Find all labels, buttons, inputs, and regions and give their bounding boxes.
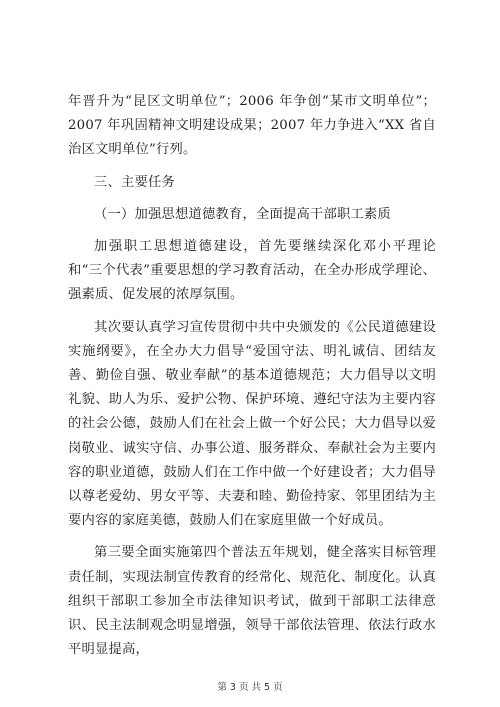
paragraph-theory-study: 加强职工思想道德建设，首先要继续深化邓小平理论和“三个代表”重要思想的学习教育活动，在全办形成学理论、强素质、促发展的浓厚氛围。 (68, 239, 436, 303)
section-heading: 三、主要任务 (94, 174, 175, 190)
paragraph-continuation: 年晋升为“昆区文明单位”；2006 年争创“某市文明单位”；2007 年巩固精神文明建设成果；2007 年力争进入“XX 省自治区文明单位”行列。 (68, 94, 436, 158)
document-body (68, 90, 436, 662)
paragraph-legal-education: 第三要全面实施第四个普法五年规划，健全落实目标管理责任制，实现法制宣传教育的经常化、规范化、制度化。认真组织干部职工参加全市法律知识考试，做到干部职工法律意识、民主法制观念明显增强，领导干部依法管理、依法行政水平明显提高， (68, 545, 436, 658)
page-number-footer: 第 3 页 共 5 页 (217, 682, 283, 693)
subsection-heading: （一）加强思想道德教育，全面提高干部职工素质 (94, 206, 391, 222)
paragraph-moral-standards: 其次要认真学习宣传贯彻中共中央颁发的《公民道德建设实施纲要》，在全办大力倡导“爱国守法、明礼诚信、团结友善、勤俭自强、敬业奉献”的基本道德规范；大力倡导以文明礼貌、助人为乐、爱护公物、保护环境、遵纪守法为主要内容的社会公德，鼓励人们在社会上做一个好公民；大力倡导以爱岗敬业、诚实守信、办事公道、服务群众、奉献社会为主要内容的职业道德，鼓励人们在工作中做一个好建设者；大力倡导以尊老爱幼、男女平等、夫妻和睦、勤俭持家、邻里团结为主要内容的家庭美德，鼓励人们在家庭里做一个好成员。 (68, 319, 436, 529)
